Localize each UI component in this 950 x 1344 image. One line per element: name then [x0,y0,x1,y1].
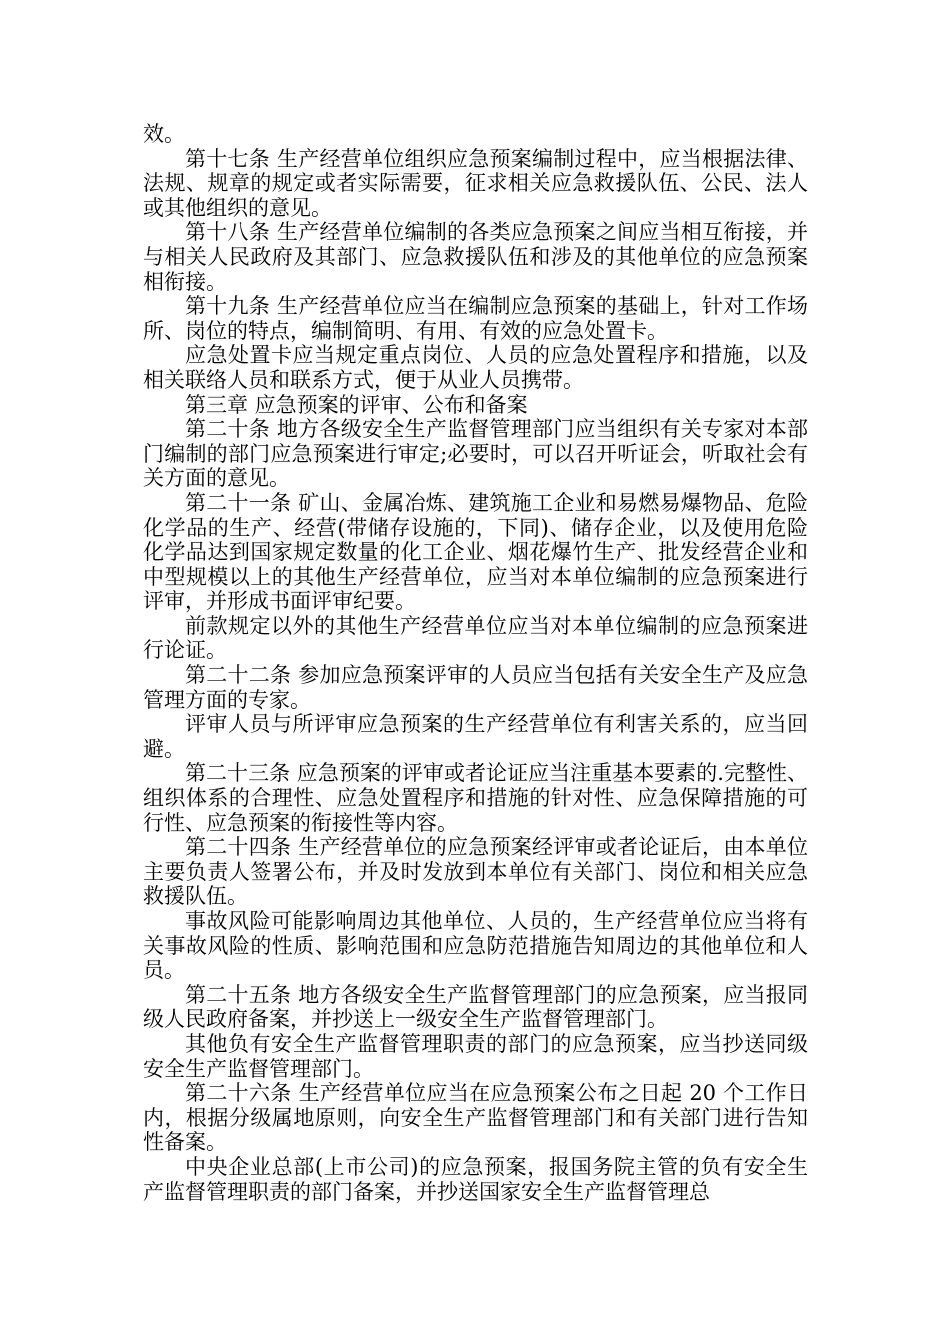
article-24: 第二十四条 生产经营单位的应急预案经评审或者论证后，由本单位主要负责人签署公布，并及时发放到本单位有关部门、岗位和相关应急救援队伍。 [143,835,808,909]
article-21-paragraph-2: 前款规定以外的其他生产经营单位应当对本单位编制的应急预案进行论证。 [143,613,808,663]
article-18: 第十八条 生产经营单位编制的各类应急预案之间应当相互衔接，并与相关人民政府及其部门、应急救援队伍和涉及的其他单位的应急预案相衔接。 [143,220,808,294]
article-17: 第十七条 生产经营单位组织应急预案编制过程中，应当根据法律、法规、规章的规定或者实际需要，征求相关应急救援队伍、公民、法人或其他组织的意见。 [143,146,808,220]
article-21: 第二十一条 矿山、金属冶炼、建筑施工企业和易燃易爆物品、危险化学品的生产、经营(带储存设施的，下同)、储存企业，以及使用危险化学品达到国家规定数量的化工企业、烟花爆竹生产、批发经营企业和中型规模以上的其他生产经营单位，应当对本单位编制的应急预案进行评审，并形成书面评审纪要。 [143,490,808,614]
chapter-3-heading: 第三章 应急预案的评审、公布和备案 [185,392,528,417]
article-26-paragraph-2: 中央企业总部(上市公司)的应急预案，报国务院主管的负有安全生产监督管理职责的部门备案，并抄送国家安全生产监督管理总 [143,1154,808,1204]
paragraph-continuation: 效。 [143,122,185,146]
article-19-card-paragraph: 应急处置卡应当规定重点岗位、人员的应急处置程序和措施，以及相关联络人员和联系方式，便于从业人员携带。 [143,343,808,392]
article-25: 第二十五条 地方各级安全生产监督管理部门的应急预案，应当报同级人民政府备案，并抄送上一级安全生产监督管理部门。 [143,982,808,1032]
article-22: 第二十二条 参加应急预案评审的人员应当包括有关安全生产及应急管理方面的专家。 [143,663,808,712]
article-19: 第十九条 生产经营单位应当在编制应急预案的基础上，针对工作场所、岗位的特点，编制简明、有用、有效的应急处置卡。 [143,294,808,343]
article-22-paragraph-2: 评审人员与所评审应急预案的生产经营单位有利害关系的，应当回避。 [143,712,808,761]
article-23: 第二十三条 应急预案的评审或者论证应当注重基本要素的.完整性、组织体系的合理性、应急处置程序和措施的针对性、应急保障措施的可行性、应急预案的衔接性等内容。 [143,761,808,835]
document-body [143,122,808,1204]
article-26: 第二十六条 生产经营单位应当在应急预案公布之日起 20 个工作日内，根据分级属地原则，向安全生产监督管理部门和有关部门进行告知性备案。 [143,1081,808,1155]
article-25-paragraph-2: 其他负有安全生产监督管理职责的部门的应急预案，应当抄送同级安全生产监督管理部门。 [143,1031,808,1081]
article-20: 第二十条 地方各级安全生产监督管理部门应当组织有关专家对本部门编制的部门应急预案进行审定;必要时，可以召开听证会，听取社会有关方面的意见。 [143,417,808,491]
article-24-paragraph-2: 事故风险可能影响周边其他单位、人员的，生产经营单位应当将有关事故风险的性质、影响范围和应急防范措施告知周边的其他单位和人员。 [143,909,808,983]
